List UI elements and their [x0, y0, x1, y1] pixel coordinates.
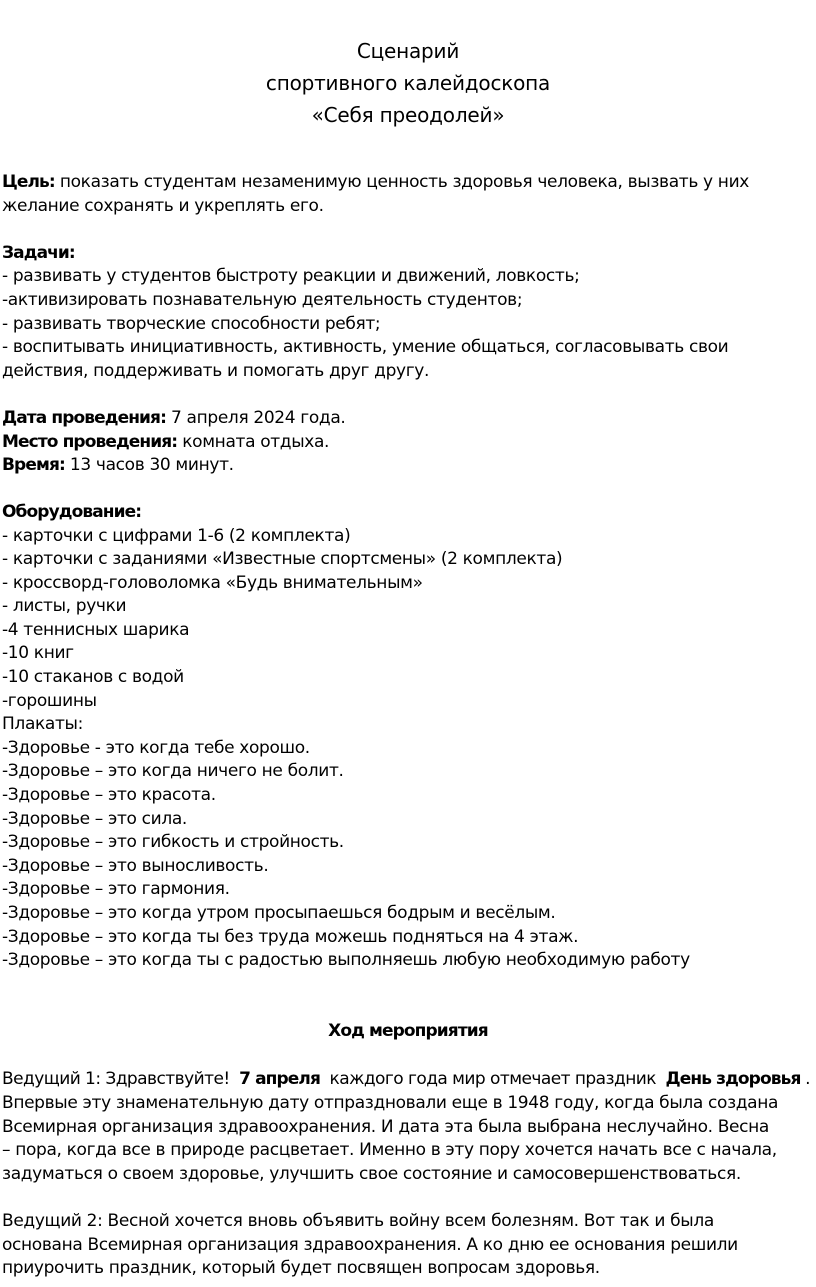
equipment-item: - листы, ручки [2, 596, 127, 616]
host1-paragraph-line: задуматься о своем здоровье, улучшить свое состояние и самосовершенствоваться. [2, 1164, 741, 1184]
host1-paragraph-line: Всемирная организация здравоохранения. И дата эта была выбрана неслучайно. Весна [2, 1117, 769, 1137]
goal-text-continued: желание сохранять и укреплять его. [2, 196, 324, 216]
poster-item: -Здоровье – это гибкость и стройность. [2, 832, 344, 852]
poster-item: -Здоровье – это когда утром просыпаешься бодрым и весёлым. [2, 903, 556, 923]
equipment-item: -10 стаканов с водой [2, 667, 184, 687]
poster-item: -Здоровье – это сила. [2, 809, 187, 829]
poster-item: -Здоровье – это гармония. [2, 879, 230, 899]
tasks-item: -активизировать познавательную деятельность студентов; [2, 290, 523, 310]
equipment-item: - карточки с цифрами 1-6 (2 комплекта) [2, 526, 351, 546]
host1-text: Ведущий 1: Здравствуйте! [2, 1069, 235, 1089]
poster-item: -Здоровье – это когда ничего не болит. [2, 761, 344, 781]
host2-paragraph-line: основана Всемирная организация здравоохранения. А ко дню ее основания решили [2, 1235, 738, 1255]
event-time-value: 13 часов 30 минут. [64, 455, 234, 475]
posters-label: Плакаты: [2, 714, 84, 734]
tasks-item: - развивать творческие способности ребят; [2, 314, 381, 334]
poster-item: -Здоровье – это выносливость. [2, 856, 269, 876]
tasks-item: действия, поддерживать и помогать друг другу. [2, 361, 430, 381]
host1-holiday-highlight: День здоровья [665, 1069, 801, 1089]
equipment-item: - кроссворд-головоломка «Будь внимательным» [2, 573, 423, 593]
equipment-item: - карточки с заданиями «Известные спортсмены» (2 комплекта) [2, 549, 563, 569]
poster-item: -Здоровье – это когда ты с радостью выполняешь любую необходимую работу [2, 950, 690, 970]
event-place-label: Место проведения: [2, 432, 178, 452]
tasks-item: - развивать у студентов быстроту реакции и движений, ловкость; [2, 266, 580, 286]
event-date-label: Дата проведения: [2, 408, 166, 428]
event-place-value: комната отдыха. [177, 432, 330, 452]
equipment-item: -10 книг [2, 643, 74, 663]
poster-item: -Здоровье – это когда ты без труда можешь подняться на 4 этаж. [2, 927, 579, 947]
event-place [2, 432, 329, 452]
equipment-label: Оборудование: [2, 502, 142, 522]
host2-paragraph-line: приурочить праздник, который будет посвящен вопросам здоровья. [2, 1258, 600, 1278]
poster-item: -Здоровье – это красота. [2, 785, 216, 805]
goal-label: Цель: [2, 172, 55, 192]
tasks-item: - воспитывать инициативность, активность, умение общаться, согласовывать свои [2, 337, 729, 357]
event-time [2, 455, 234, 475]
goal-text: показать студентам незаменимую ценность здоровья человека, вызвать у них [54, 172, 749, 192]
host1-paragraph-line [2, 1069, 810, 1089]
section-heading: Ход мероприятия [328, 1021, 488, 1041]
host2-paragraph-line: Ведущий 2: Весной хочется вновь объявить войну всем болезням. Вот так и была [2, 1211, 714, 1231]
host1-paragraph-line: Впервые эту знаменательную дату отпраздновали еще в 1948 году, когда была создана [2, 1093, 779, 1113]
document-title-line-2: спортивного калейдоскопа [265, 71, 551, 95]
equipment-item: -4 теннисных шарика [2, 620, 190, 640]
host1-text: . [805, 1069, 810, 1089]
equipment-item: -горошины [2, 691, 97, 711]
event-date-value: 7 апреля 2024 года. [165, 408, 346, 428]
goal-paragraph [2, 172, 749, 192]
host1-text: каждого года мир отмечает праздник [324, 1069, 661, 1089]
poster-item: -Здоровье - это когда тебе хорошо. [2, 738, 310, 758]
document-title-line-1: Сценарий [356, 39, 460, 63]
tasks-label: Задачи: [2, 243, 75, 263]
event-time-label: Время: [2, 455, 65, 475]
event-date [2, 408, 345, 428]
host1-date-highlight: 7 апреля [239, 1069, 320, 1089]
document-title-line-3: «Себя преодолей» [311, 103, 505, 127]
host1-paragraph-line: – пора, когда все в природе расцветает. Именно в эту пору хочется начать все с начала, [2, 1140, 777, 1160]
